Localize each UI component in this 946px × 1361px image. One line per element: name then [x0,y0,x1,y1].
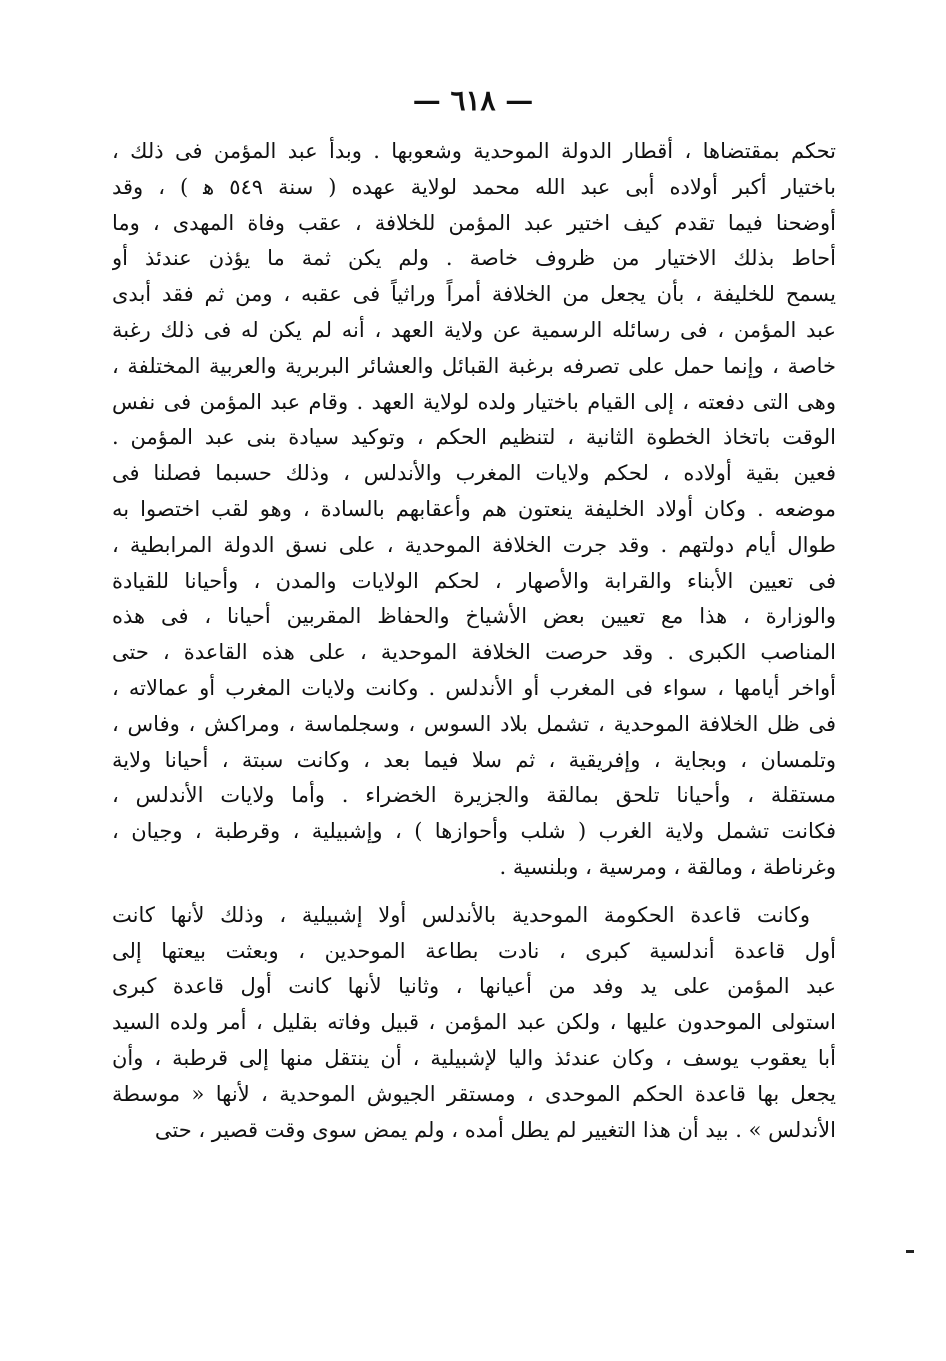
text-line: مستقلة ، وأحيانا تلحق بمالقة والجزيرة الخضراء . وأما ولايات الأندلس ، [112,783,836,808]
text-line: خاصة ، وإنما حمل على تصرفه برغبة القبائل والعشائر البربرية والعربية المختلفة ، [112,353,836,378]
text-line: طوال أيام دولتهم . وقد جرت الخلافة الموحدية ، على نسق الدولة المرابطية ، [112,532,836,557]
text-line: أحاط بذلك الاختيار من ظروف خاصة . ولم يكن ثمة ما يؤذن عندئذ أو [112,246,836,271]
text-line: أول قاعدة أندلسية كبرى ، نادت بطاعة الموحدين ، وبعثت بيعتها إلى [112,938,836,963]
text-line: وهى التى دفعته ، إلى القيام باختيار ولده لولاية العهد . وقام عبد المؤمن فى نفس [112,389,836,414]
text-line: الأندلس » . بيد أن هذا التغيير لم يطل أمده ، ولم يمض سوى وقت قصير ، حتى [154,1117,836,1142]
text-line: المناصب الكبرى . وقد حرصت الخلافة الموحدية ، على هذه القاعدة ، حتى [112,640,836,665]
text-line: وكانت قاعدة الحكومة الموحدية بالأندلس أولا إشبيلية ، وذلك لأنها كانت [112,902,810,927]
page-number: — ٦١٨ — [412,84,534,117]
text-line: تحكم بمقتضاها ، أقطار الدولة الموحدية وشعوبها . وبدأ عبد المؤمن فى ذلك ، [112,139,836,163]
text-line: أوضحنا فيما تقدم كيف اختير عبد المؤمن للخلافة ، عقب وفاة المهدى ، وما [112,210,836,235]
text-line: أواخر أيامها ، سواء فى المغرب أو الأندلس . وكانت ولايات المغرب أو عمالاته ، [112,675,836,700]
text-line: والوزارة ، هذا مع تعيين بعض الأشياخ والحفاظ المقربين أحيانا ، فى هذه [112,604,836,629]
text-line: عبد المؤمن ، فى رسائله الرسمية عن ولاية العهد ، أنه لم يكن له فى ذلك رغبة [112,317,836,342]
text-line: وغرناطة ، ومالقة ، ومرسية ، وبلنسية . [499,854,836,879]
text-line: أبا يعقوب يوسف ، وكان عندئذ واليا لإشبيلية ، أن ينتقل منها إلى قرطبة ، وأن [112,1045,836,1070]
text-line: يجعل بها قاعدة الحكم الموحدى ، ومستقر الجيوش الموحدية ، لأنها « موسطة [112,1081,836,1106]
body-text [112,134,836,1148]
text-line: الوقت باتخاذ الخطوة الثانية ، لتنظيم الحكم ، وتوكيد سيادة بنى عبد المؤمن . [112,425,836,450]
text-line: موضعه . وكان أولاد الخليفة ينعتون هم وأعقابهم بالسادة ، وهو لقب اختصوا به [112,496,836,521]
text-line: فكانت تشمل ولاية الغرب ( شلب وأحوازها ) ، وإشبيلية ، وقرطبة ، وجيان ، [112,819,836,844]
text-line: فى ظل الخلافة الموحدية ، تشمل بلاد السوس ، وسجلماسة ، ومراكش ، وفاس ، [112,711,836,736]
margin-mark [906,1250,914,1253]
text-line: استولى الموحدون عليها ، ولكن عبد المؤمن ، قبيل وفاته بقليل ، أمر ولده السيد [112,1010,836,1035]
text-line: وتلمسان ، وبجاية ، وإفريقية ، ثم سلا فيما بعد ، وكانت سبتة ، أحيانا ولاية [112,747,836,772]
text-line: باختيار أكبر أولاده أبى عبد الله محمد لولاية عهده ( سنة ٥٤٩ ﻫ ) ، وقد [112,174,836,199]
text-line: عبد المؤمن على يد وفد من أعيانها ، وثانيا لأنها كانت أول قاعدة كبرى [112,974,836,999]
text-line: فى تعيين الأبناء والقرابة والأصهار ، لحكم الولايات والمدن ، وأحيانا للقيادة [112,568,836,593]
paragraph-1 [112,134,836,886]
paragraph-gap [112,886,836,898]
paragraph-2 [112,898,836,1149]
text-line: فعين بقية أولاده ، لحكم ولايات المغرب والأندلس ، وذلك حسبما فصلنا فى [112,461,836,486]
text-line: يسمح للخليفة ، بأن يجعل من الخلافة أمراً وراثياً فى عقبه ، ومن ثم فقد أبدى [112,282,836,307]
